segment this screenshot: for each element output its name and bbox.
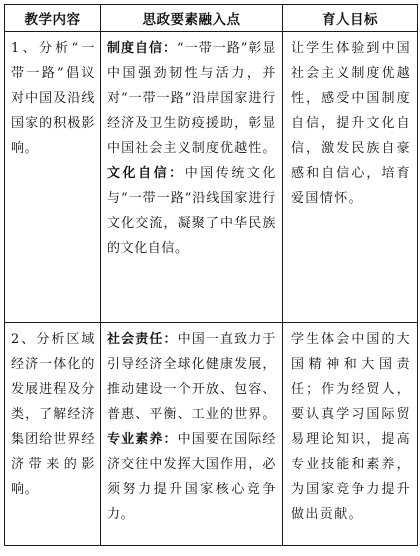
- header-education-goal: 育人目标: [283, 5, 418, 32]
- goal-cell: [283, 32, 418, 323]
- goal-text: 学生体会中国的大国精神和大国责任；作为经贸人，要认真学习国际贸易理论知识，提高专业技能和素养，为国家竞争力提升做出贡献。: [291, 332, 411, 522]
- point-keyword: 制度自信：: [107, 41, 178, 56]
- points-cell: [101, 323, 283, 546]
- points-cell: [101, 32, 283, 323]
- goal-cell: [283, 323, 418, 546]
- table-header-row: [5, 5, 418, 32]
- header-teaching-content: 教学内容: [5, 5, 101, 32]
- point-text: “一带一路”彰显中国强劲韧性与活力，并对“一带一路”沿岸国家进行经济及卫生防疫援助，彰显中国社会主义制度优越性。: [107, 41, 276, 156]
- curriculum-table: [4, 4, 418, 546]
- table-row: [5, 32, 418, 323]
- point-keyword: 社会责任：: [107, 332, 178, 347]
- content-cell: [5, 323, 101, 546]
- points-text: [101, 32, 282, 261]
- table-row: [5, 323, 418, 546]
- point-text: 中国传统文化与“一带一路”沿线国家进行文化交流，凝聚了中华民族的文化自信。: [107, 166, 276, 256]
- point-keyword: 专业素养：: [107, 432, 178, 447]
- content-text: 1、分析“一带一路”倡议对中国及沿线国家的积极影响。: [11, 41, 95, 156]
- point-text: 中国一直致力于引导经济全球化健康发展，推动建设一个开放、包容、普惠、平衡、工业的世界。: [107, 332, 276, 422]
- point-keyword: 文化自信：: [107, 166, 185, 181]
- points-text: [101, 323, 282, 527]
- content-cell: [5, 32, 101, 323]
- header-ideological-points: 思政要素融入点: [101, 5, 283, 32]
- goal-text: 让学生体验到中国社会主义制度优越性，感受中国制度自信，提升文化自信，激发民族自豪感和自信心，培育爱国情怀。: [291, 41, 411, 206]
- point-text: 中国要在国际经济交往中发挥大国作用，必须努力提升国家核心竞争力。: [107, 432, 276, 522]
- content-text: 2、分析区域经济一体化的发展进程及分类，了解经济集团给世界经济带来的影响。: [11, 332, 95, 497]
